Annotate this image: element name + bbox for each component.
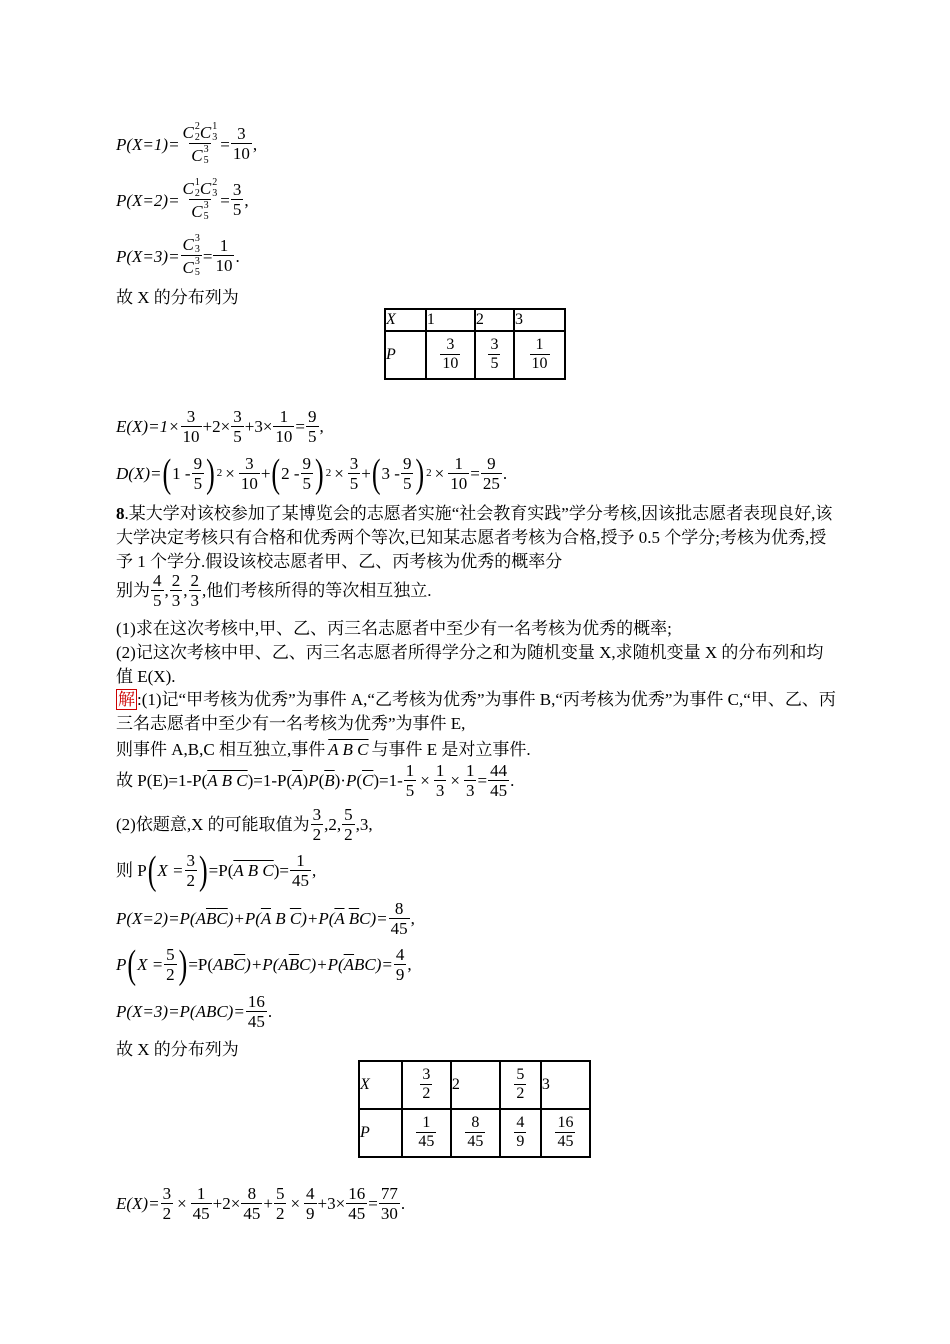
dx-line: D(X)= ( 1 - 9 5 ) 2 × $\frac{3}{10}$ + ( 2 - 9 5 ) 2 × $\frac{3}{5}$ + ( 3 - 9 5 ) 2 × $\frac{1}{10}$ = $\frac{9}{25}$ . xyxy=(116,450,508,496)
table2-x-2: 2 xyxy=(451,1061,500,1109)
px2-result: $\frac{3}{5}$ xyxy=(232,180,242,219)
p-x-2-line: P(X=2)=P( $A\overline{B}\overline{C}$ )$+P(\overline{A}$ B $\overline{C})+P(\overline{A}$ $\overline{B}C)=$ $\frac{8}{45}$ , xyxy=(116,899,415,938)
table2-p-3: $\frac{4}{9}$ xyxy=(500,1109,541,1157)
p-x-3-2-line: 则 P ( X = $\frac{3}{2}$ ) =P( A B C )= $\frac{1}{45}$ , xyxy=(116,847,317,893)
table2-x-3: $\frac{5}{2}$ xyxy=(500,1061,541,1109)
solution-part1: 解 :(1)记“甲考核为优秀”为事件 A,“乙考核为优秀”为事件 B,“丙考核为优秀”为事件 C,“甲、乙、丙三名志愿者中至少有一名考核为优秀”为事件 E, xyxy=(116,690,836,733)
px1-line: P(X=1)= C 2 2 C 1 3 C 3 5 = $\frac{3}{10}$ , xyxy=(116,121,258,166)
table2-x-4: 3 xyxy=(541,1061,590,1109)
table1-x-2: 2 xyxy=(475,309,514,331)
dist-caption-1: 故 X 的分布列为 xyxy=(116,288,239,307)
table2-p-label: P xyxy=(359,1109,402,1157)
dist-caption-2: 故 X 的分布列为 xyxy=(116,1040,239,1059)
q8-probabilities: 别为 4 5 , 2 3 , 2 3 ,他们考核所得的等次相互独立. xyxy=(116,571,432,610)
table1-x-1: 1 xyxy=(426,309,475,331)
dx-lhs: D(X)= xyxy=(116,464,162,484)
solution-pe-line: 故 P(E)=1-P( A B C )=1-P( $\overline{A}$ ) P ( $\overline{B}$ )· P ( $\overline{C}$ ) =1- $\frac{1}{5}$ × $\frac{1}{3}$ × $\frac{1}{3}$ = $\frac{44}{45}$ . xyxy=(116,761,515,800)
px1-result: $\frac{3}{10}$ xyxy=(232,124,250,163)
p-x-5-2-line: P ( X = $\frac{5}{2}$ ) =P( $AB\overline{C})+P(A\overline{B}C)+P(\overline{A}BC)=$ $\frac{4}{9}$ , xyxy=(116,941,412,987)
table2-p-4: $\frac{16}{45}$ xyxy=(541,1109,590,1157)
table2-p-2: $\frac{8}{45}$ xyxy=(451,1109,500,1157)
table1-p-1: $\frac{3}{10}$ xyxy=(426,331,475,379)
ex-line-1: E(X)=1× $\frac{3}{10}$ +2× $\frac{3}{5}$ +3× $\frac{1}{10}$ = $\frac{9}{5}$ , xyxy=(116,407,324,446)
solution-complement-line: 则事件 A,B,C 相互独立,事件 A B C 与事件 E 是对立事件. xyxy=(116,740,531,759)
px2-comb-fraction: C 1 2 C 2 3 C 3 5 xyxy=(182,177,218,222)
p-x-3-line: P(X=3)=P(ABC)= $\frac{16}{45}$ . xyxy=(116,992,273,1031)
q8-sub1: (1)求在这次考核中,甲、乙、丙三名志愿者中至少有一名考核为优秀的概率; xyxy=(116,619,672,638)
table2-p-1: $\frac{1}{45}$ xyxy=(402,1109,451,1157)
table1-x-label: X xyxy=(385,309,426,331)
table1-x-3: 3 xyxy=(514,309,565,331)
px3-line: P(X=3)= C 3 3 C 3 5 = $\frac{1}{10}$ . xyxy=(116,233,240,278)
px1-comb-fraction: C 2 2 C 1 3 C 3 5 xyxy=(182,121,218,166)
question-8 xyxy=(116,502,836,574)
solution-values-line: (2)依题意,X 的可能取值为 3 2 ,2, 5 2 ,3, xyxy=(116,805,373,844)
q8-sub2: (2)记这次考核中甲、乙、丙三名志愿者所得学分之和为随机变量 X,求随机变量 X 的分布列和均值 E(X). xyxy=(116,643,824,686)
px2-lhs: P(X=2)= xyxy=(116,190,180,210)
table1-p-2: $\frac{3}{5}$ xyxy=(475,331,514,379)
ex1-lhs: E(X)=1× xyxy=(116,417,180,437)
distribution-table-1 xyxy=(384,308,566,380)
table1-p-3: $\frac{1}{10}$ xyxy=(514,331,565,379)
table2-x-1: $\frac{3}{2}$ xyxy=(402,1061,451,1109)
table2-x-label: X xyxy=(359,1061,402,1109)
px3-comb-fraction: C 3 3 C 3 5 xyxy=(182,233,200,278)
table1-p-label: P xyxy=(385,331,426,379)
ex-line-2: E(X)= $\frac{3}{2}$ × $\frac{1}{45}$ +2× $\frac{8}{45}$ + $\frac{5}{2}$ × $\frac{4}{9}$ +3× $\frac{16}{45}$ = $\frac{77}{30}$ . xyxy=(116,1184,406,1223)
solution-tag: 解 xyxy=(118,690,135,709)
px1-lhs: P(X=1)= xyxy=(116,134,180,154)
question-8-text: .某大学对该校参加了某博览会的志愿者实施“社会教育实践”学分考核,因该批志愿者表现良好,该大学决定考核只有合格和优秀两个等次,已知某志愿者考核为合格,授予 0.5 个学分;考核为优秀,授予 1 个学分.假设该校志愿者甲、乙、丙考核为优秀的概率分 xyxy=(116,504,833,571)
px2-line: P(X=2)= C 1 2 C 2 3 C 3 5 = $\frac{3}{5}$ , xyxy=(116,177,249,222)
px3-lhs: P(X=3)= xyxy=(116,246,180,266)
px3-result: $\frac{1}{10}$ xyxy=(215,236,233,275)
question-number: 8 xyxy=(116,504,125,523)
distribution-table-2 xyxy=(358,1060,591,1158)
